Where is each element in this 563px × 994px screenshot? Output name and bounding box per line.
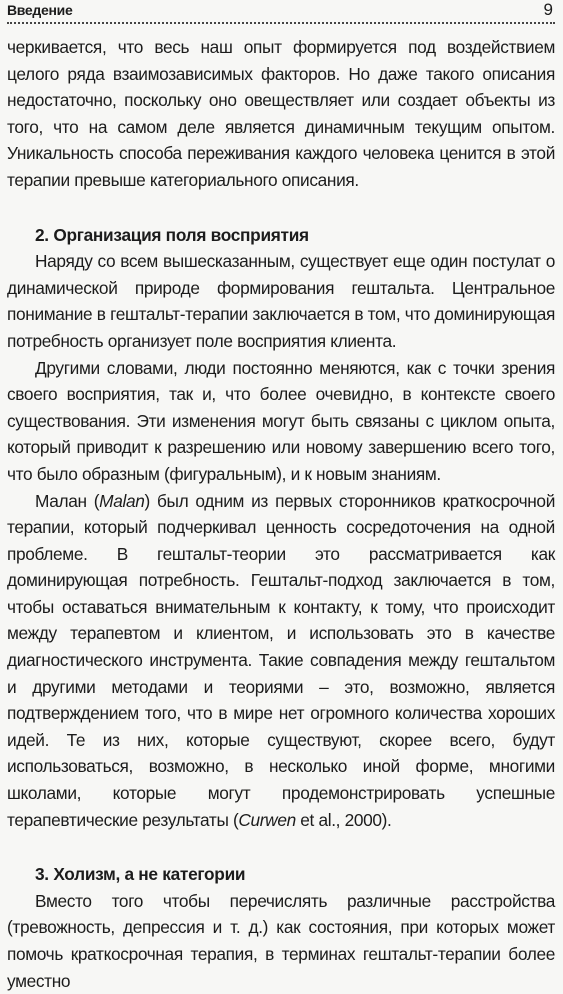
paragraph-continuation: черкивается, что весь наш опыт формируется под воздействием целого ряда взаимозависимых факторов. Но даже такого описания недостаточно, поскольку оно овеществляет или создает объекты из того, что на самом деле является динамичным текущим опытом. Уникальность способа переживания каждого человека ценится в этой терапии превыше категориального описания. <box>7 37 555 190</box>
text-run: et al., 2000). <box>295 809 392 830</box>
page-number: 9 <box>543 0 553 19</box>
paragraph: Наряду со всем вышесказанным, существует еще один постулат о динамической природе формирования гештальта. Центральное понимание в гештальт-терапии заключается в том, что доминирующая потребность организует поле восприятия клиента. <box>7 251 555 351</box>
paragraph: Вместо того чтобы перечислять различные расстройства (тревожность, депрессия и т. д.) как состояния, при которых может помочь краткосрочная терапия, в терминах гештальт-терапии более уместно <box>7 890 555 991</box>
paragraph-malan <box>7 488 555 834</box>
page-body <box>7 34 555 994</box>
section-heading-3: 3. Холизм, а не категории <box>35 864 246 885</box>
citation-name: Curwen <box>238 809 296 830</box>
text-run: Малан ( <box>35 490 100 511</box>
running-header <box>7 0 555 24</box>
citation-name: Malan <box>99 490 145 511</box>
section-title: Введение <box>7 2 73 18</box>
text-run: ) был одним из первых сторонников краткосрочной терапии, который подчеркивал ценность сосредоточения на одной проблеме. В гештальт-теории это рассматривается как доминирующая потребность. Гештальт-подход заключается в том, чтобы оставаться внимательным к контакту, к тому, что происходит между терапевтом и клиентом, и использовать это в качестве диагностического инструмента. Такие совпадения между гештальтом и другими методами и теориями – это, возможно, является подтверждением того, что в мире нет огромного количества хороших идей. Те из них, которые существуют, скорее всего, будут использоваться, возможно, в несколько иной форме, многими школами, которые могут продемонстрировать успешные терапевтические результаты ( <box>7 490 556 830</box>
section-heading-2: 2. Организация поля восприятия <box>35 224 309 245</box>
paragraph: Другими словами, люди постоянно меняются, как с точки зрения своего восприятия, так и, что более очевидно, в контексте своего существования. Эти изменения могут быть связаны с циклом опыта, который приводит к разрешению или новому завершению всего того, что было образным (фигуральным), и к новым знаниям. <box>7 357 555 484</box>
